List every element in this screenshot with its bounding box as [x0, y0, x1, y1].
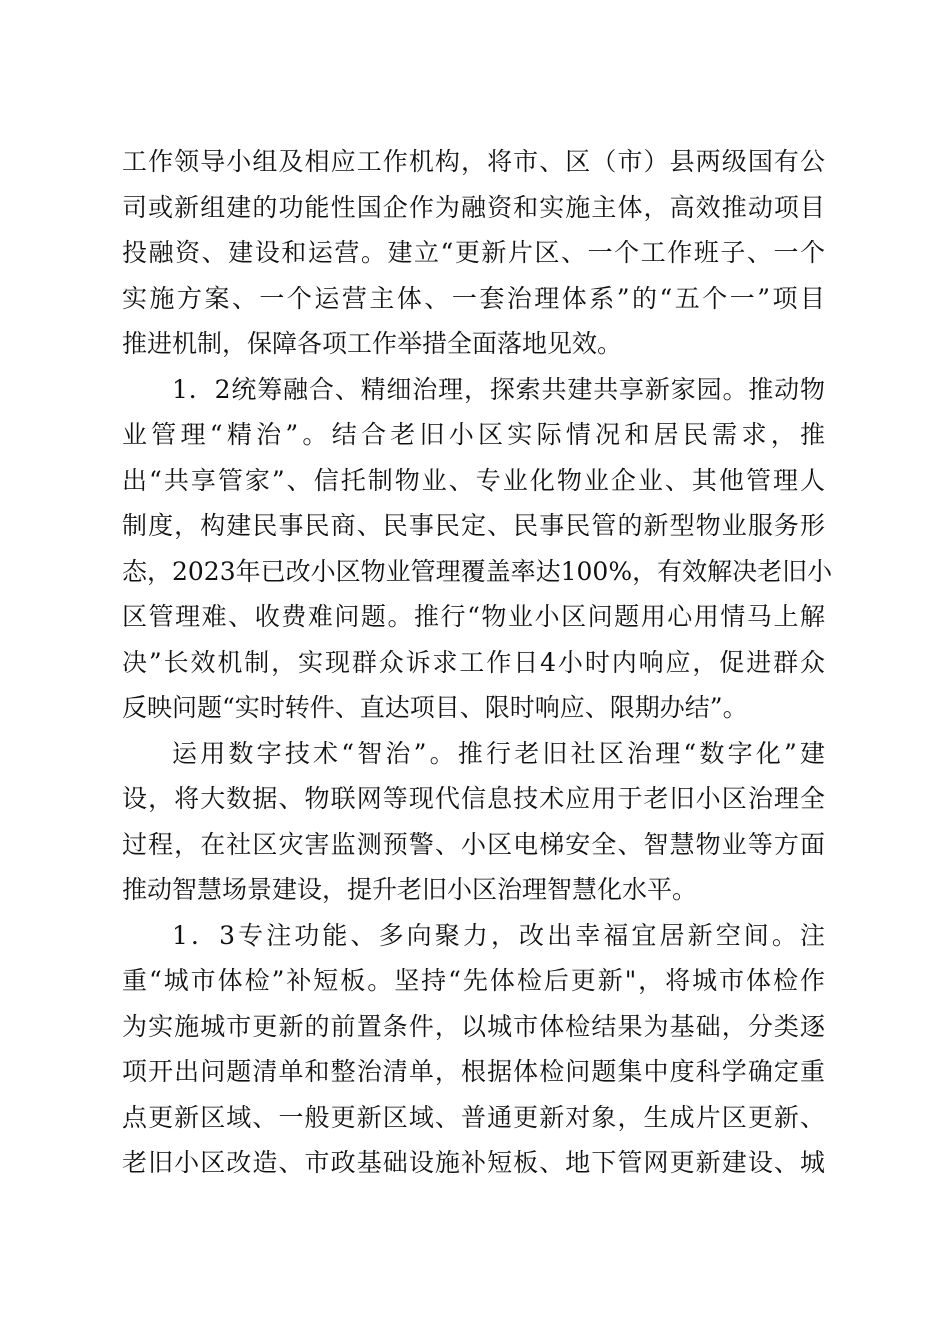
text-line: 1．3专注功能、多向聚力，改出幸福宜居新空间。注: [172, 920, 825, 950]
text-line: 1．2统筹融合、精细治理，探索共建共享新家园。推动物: [172, 374, 825, 404]
text-line: 项开出问题清单和整治清单，根据体检问题集中度科学确定重: [122, 1057, 825, 1086]
paragraph-3: [122, 731, 825, 913]
text-line: 区管理难、收费难问题。推行“物业小区问题用心用情马上解: [122, 602, 825, 631]
paragraph-1: [122, 139, 825, 367]
text-line: 实施方案、一个运营主体、一套治理体系”的“五个一”项目: [122, 283, 825, 313]
text-line: 运用数字技术“智治”。推行老旧社区治理“数字化”建: [172, 738, 825, 768]
text-line: 投融资、建设和运营。建立“更新片区、一个工作班子、一个: [122, 238, 825, 267]
text-line: 设，将大数据、物联网等现代信息技术应用于老旧小区治理全: [122, 784, 825, 813]
text-line: 过程，在社区灾害监测预警、小区电梯安全、智慧物业等方面: [122, 829, 825, 859]
paragraph-2: [122, 367, 833, 731]
paragraph-4: [122, 913, 825, 1186]
text-line: 态，2023年已改小区物业管理覆盖率达100%，有效解决老旧小: [122, 556, 833, 586]
text-line: 制度，构建民事民商、民事民定、民事民管的新型物业服务形: [122, 511, 825, 540]
text-line: 业管理“精治”。结合老旧小区实际情况和居民需求，推: [122, 420, 825, 449]
text-line: 为实施城市更新的前置条件，以城市体检结果为基础，分类逐: [122, 1011, 825, 1041]
text-line: 重“城市体检”补短板。坚持“先体检后更新"，将城市体检作: [122, 966, 825, 995]
text-line: 推动智慧场景建设，提升老旧小区治理智慧化水平。: [122, 875, 698, 904]
text-line: 工作领导小组及相应工作机构，将市、区（市）县两级国有公: [122, 147, 825, 176]
text-line: 点更新区域、一般更新区域、普通更新对象，生成片区更新、: [122, 1102, 825, 1132]
text-line: 老旧小区改造、市政基础设施补短板、地下管网更新建设、城: [122, 1148, 825, 1177]
text-line: 出“共享管家”、信托制物业、专业化物业企业、其他管理人: [122, 465, 825, 495]
text-line: 反映问题“实时转件、直达项目、限时响应、限期办结”。: [122, 693, 748, 722]
text-line: 司或新组建的功能性国企作为融资和实施主体，高效推动项目: [122, 192, 825, 222]
text-line: 决”长效机制，实现群众诉求工作日4小时内响应，促进群众: [122, 647, 825, 677]
text-line: 推进机制，保障各项工作举措全面落地见效。: [122, 329, 623, 358]
document-body: [122, 139, 833, 1186]
